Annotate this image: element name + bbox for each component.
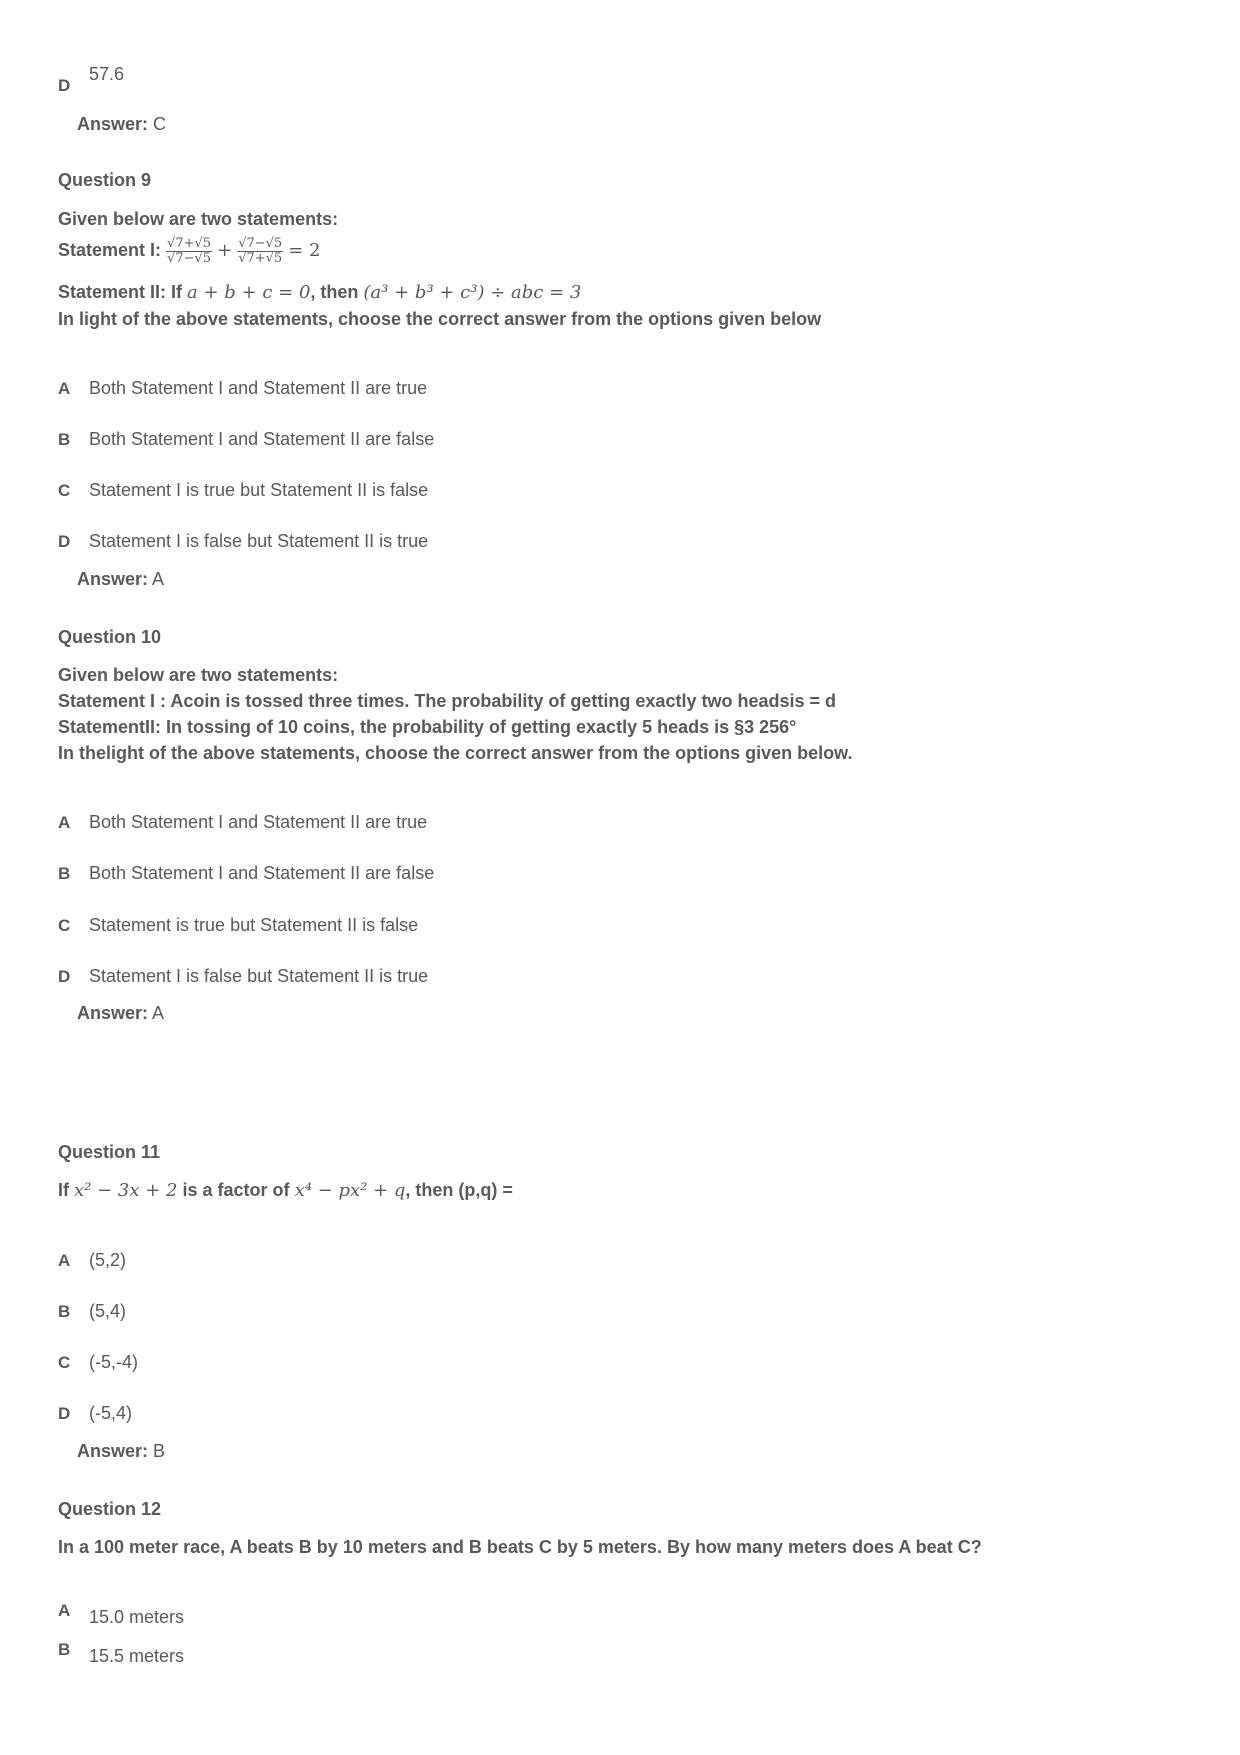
answer-value: C xyxy=(153,114,167,134)
option-text: Statement is true but Statement II is false xyxy=(89,915,419,935)
question-9-title: Question 9 xyxy=(58,170,152,190)
answer-value: B xyxy=(153,1441,166,1461)
answer-label: Answer: xyxy=(77,114,149,134)
option-letter: B xyxy=(58,430,71,449)
question-11-math-1: x² − 3x + 2 xyxy=(74,1180,178,1201)
question-10-statement-1: Statement I : Acoin is tossed three times. The probability of getting exactly two headsis = d xyxy=(58,691,836,711)
question-9-statement-1 xyxy=(58,230,320,270)
answer-value: A xyxy=(152,1003,165,1023)
fraction-1 xyxy=(166,237,212,266)
option-letter: D xyxy=(58,76,71,95)
statement-1-rhs: = 2 xyxy=(288,240,321,261)
answer-line xyxy=(77,114,166,135)
answer-line xyxy=(77,1003,164,1024)
option-text: 57.6 xyxy=(89,64,125,84)
option-text: (-5,-4) xyxy=(89,1352,138,1372)
option-text: Statement I is false but Statement II is true xyxy=(89,531,429,551)
option-letter: B xyxy=(58,1302,71,1321)
option-letter: A xyxy=(58,813,71,832)
fraction-2-numerator: √7−√5 xyxy=(238,235,283,251)
option-text: Both Statement I and Statement II are true xyxy=(89,812,428,832)
answer-line xyxy=(77,1441,165,1462)
question-10-instruction: In thelight of the above statements, choose the correct answer from the options given below. xyxy=(58,743,853,763)
plus-sign: + xyxy=(217,240,233,261)
question-11-text xyxy=(58,1180,513,1201)
question-12-title: Question 12 xyxy=(58,1499,162,1519)
answer-label: Answer: xyxy=(77,1441,149,1461)
question-9-statement-2 xyxy=(58,282,581,303)
option-letter: A xyxy=(58,379,71,398)
option-text: 15.0 meters xyxy=(89,1607,185,1627)
question-11-mid: is a factor of xyxy=(182,1180,290,1200)
option-text: Both Statement I and Statement II are true xyxy=(89,378,428,398)
option-letter: D xyxy=(58,1404,71,1423)
option-text: (5,4) xyxy=(89,1301,127,1321)
option-letter: A xyxy=(58,1601,71,1620)
option-text: 15.5 meters xyxy=(89,1646,185,1666)
question-11-end: , then (p,q) = xyxy=(405,1180,513,1200)
question-12-text: In a 100 meter race, A beats B by 10 meters and B beats C by 5 meters. By how many meters does A beat C? xyxy=(58,1537,982,1557)
option-letter: A xyxy=(58,1251,71,1270)
question-10-title: Question 10 xyxy=(58,627,162,647)
option-text: Both Statement I and Statement II are false xyxy=(89,863,435,883)
option-text: (-5,4) xyxy=(89,1403,133,1423)
statement-1-label: Statement I: xyxy=(58,240,162,260)
statement-2-label: Statement II: If xyxy=(58,282,183,302)
statement-2-math-1: a + b + c = 0 xyxy=(187,282,311,303)
option-text: Statement I is true but Statement II is false xyxy=(89,480,429,500)
question-9-intro: Given below are two statements: xyxy=(58,209,339,229)
fraction-1-numerator: √7+√5 xyxy=(167,235,212,251)
option-text: Both Statement I and Statement II are false xyxy=(89,429,435,449)
statement-2-math-2: (a³ + b³ + c³) ÷ abc = 3 xyxy=(363,282,582,303)
fraction-2-denominator: √7+√5 xyxy=(238,250,283,266)
statement-2-then: , then xyxy=(310,282,359,302)
question-11-if: If xyxy=(58,1180,69,1200)
answer-label: Answer: xyxy=(77,569,149,589)
fraction-1-denominator: √7−√5 xyxy=(167,250,212,266)
question-11-title: Question 11 xyxy=(58,1142,161,1162)
option-letter: D xyxy=(58,532,71,551)
answer-label: Answer: xyxy=(77,1003,149,1023)
question-9-instruction: In light of the above statements, choose the correct answer from the options given below xyxy=(58,309,822,329)
option-letter: C xyxy=(58,916,71,935)
option-letter: B xyxy=(58,1640,71,1659)
question-10-intro: Given below are two statements: xyxy=(58,665,339,685)
question-10-statement-2: StatementII: In tossing of 10 coins, the probability of getting exactly 5 heads is §3 256° xyxy=(58,717,797,737)
fraction-2 xyxy=(237,237,283,266)
option-text: Statement I is false but Statement II is true xyxy=(89,966,429,986)
question-11-math-2: x⁴ − px² + q xyxy=(294,1180,406,1201)
option-text: (5,2) xyxy=(89,1250,127,1270)
option-letter: B xyxy=(58,864,71,883)
answer-line xyxy=(77,569,164,590)
answer-value: A xyxy=(152,569,165,589)
option-letter: C xyxy=(58,1353,71,1372)
option-letter: D xyxy=(58,967,71,986)
option-letter: C xyxy=(58,481,71,500)
